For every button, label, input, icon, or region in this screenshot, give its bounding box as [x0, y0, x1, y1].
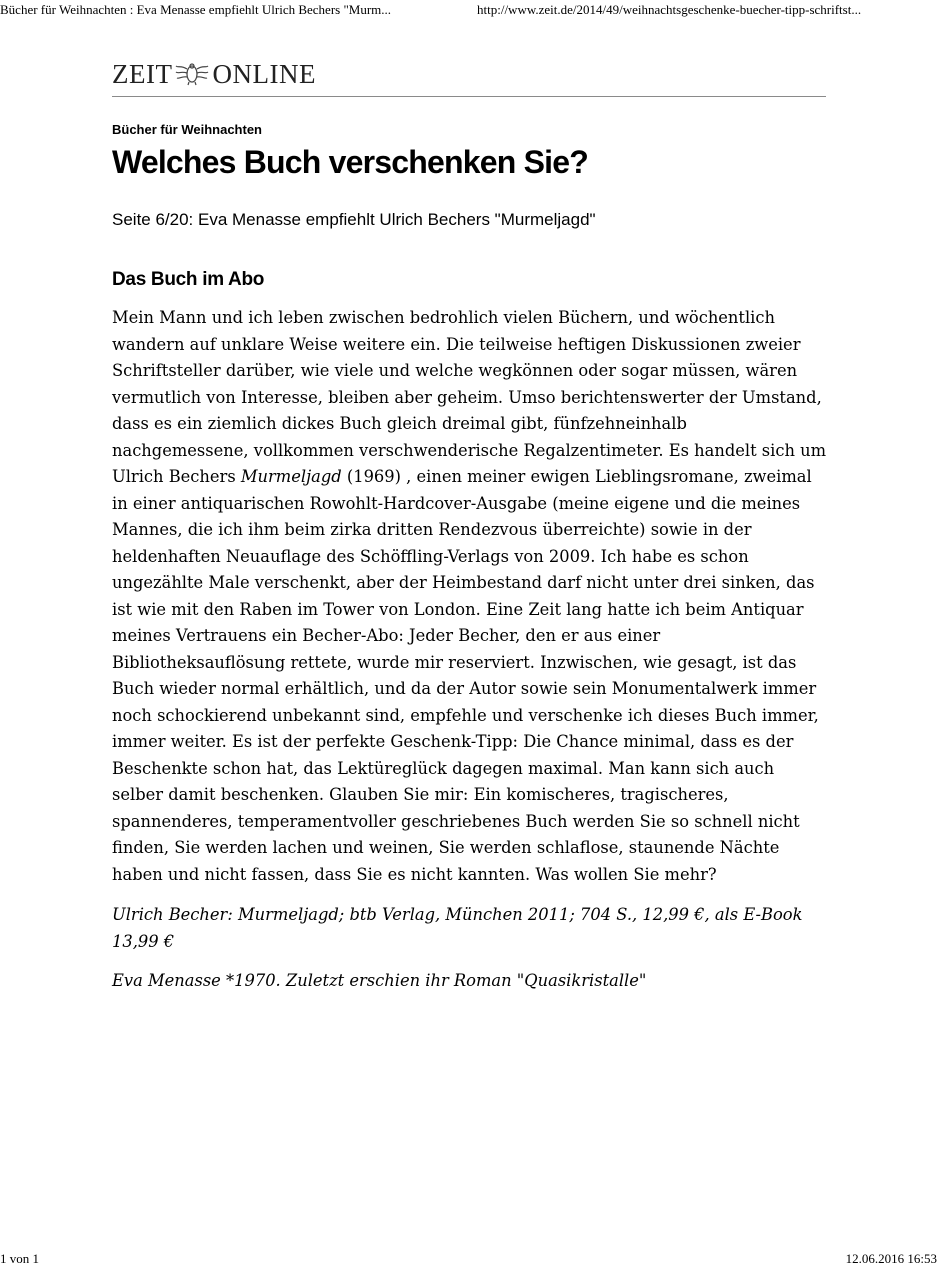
eagle-crest-icon: [175, 62, 209, 86]
body-text-part-1: Mein Mann und ich leben zwischen bedrohlich vielen Büchern, und wöchentlich wandern auf unklare Weise weitere ein. Die teilweise heftigen Diskussionen zweier Schriftsteller darüber, wie viele und welche wegkönnen oder sogar müssen, wären vermutlich von Interesse, bleiben aber geheim. Umso berichtenswerter der Umstand, dass es ein ziemlich dickes Buch gleich dreimal gibt, fünfzehneinhalb nachgemessene, vollkommen verschwenderische Regalzentimeter. Es handelt sich um Ulrich Bechers: [112, 308, 827, 486]
print-header: [0, 0, 937, 22]
section-heading: Das Buch im Abo: [112, 269, 265, 290]
body-text-part-2: (1969) , einen meiner ewigen Lieblingsromane, zweimal in einer antiquarischen Rowohlt-Hardcover-Ausgabe (meine eigene und die meines Mannes, die ich ihm beim zirka dritten Rendezvous überreichte) sowie in der heldenhaften Neuauflage des Schöffling-Verlags von 2009. Ich habe es schon ungezählte Male verschenkt, aber der Heimbestand darf nicht unter drei sinken, das ist wie mit den Raben im Tower von London. Eine Zeit lang hatte ich beim Antiquar meines Vertrauens ein Becher-Abo: Jeder Becher, den er aus einer Bibliotheksauflösung rettete, wurde mir reserviert. Inzwischen, wie gesagt, ist das Buch wieder normal erhältlich, und da der Autor sowie sein Monumentalwerk immer noch schockierend unbekannt sind, empfehle und verschenke ich dieses Buch immer, immer weiter. Es ist der perfekte Geschenk-Tipp: Die Chance minimal, dass es der Beschenkte schon hat, das Lektüreglück dagegen maximal. Man kann sich auch selber damit beschenken. Glauben Sie mir: Ein komischeres, tragischeres, spannenderes, temperamentvoller geschriebenes Buch werden Sie so schnell nicht finden, Sie werden lachen und weinen, Sie werden schlaflose, staunende Nächte haben und nicht fassen, dass Sie es nicht kannten. Was wollen Sie mehr?: [112, 467, 819, 884]
zeit-online-logo[interactable]: [112, 58, 826, 97]
book-info: Ulrich Becher: Murmeljagd; btb Verlag, München 2011; 704 S., 12,99 €, als E-Book 13,99 €: [112, 905, 803, 951]
article-body: [112, 305, 828, 888]
article-headline: Welches Buch verschenken Sie?: [112, 144, 588, 180]
logo-word-zeit: ZEIT: [112, 59, 173, 89]
book-title: Murmeljagd: [240, 467, 342, 486]
logo-word-online: ONLINE: [212, 59, 316, 89]
print-header-title: Bücher für Weihnachten : Eva Menasse empfiehlt Ulrich Bechers "Murm...: [0, 2, 392, 17]
author-info: Eva Menasse *1970. Zuletzt erschien ihr Roman "Quasikristalle": [112, 971, 647, 990]
article-subline: Seite 6/20: Eva Menasse empfiehlt Ulrich Bechers "Murmeljagd": [112, 210, 596, 229]
print-datetime: 12.06.2016 16:53: [845, 1251, 937, 1266]
page-counter: 1 von 1: [0, 1251, 39, 1266]
article-kicker: Bücher für Weihnachten: [112, 122, 263, 137]
print-header-url: http://www.zeit.de/2014/49/weihnachtsgeschenke-buecher-tipp-schriftst...: [477, 2, 862, 17]
